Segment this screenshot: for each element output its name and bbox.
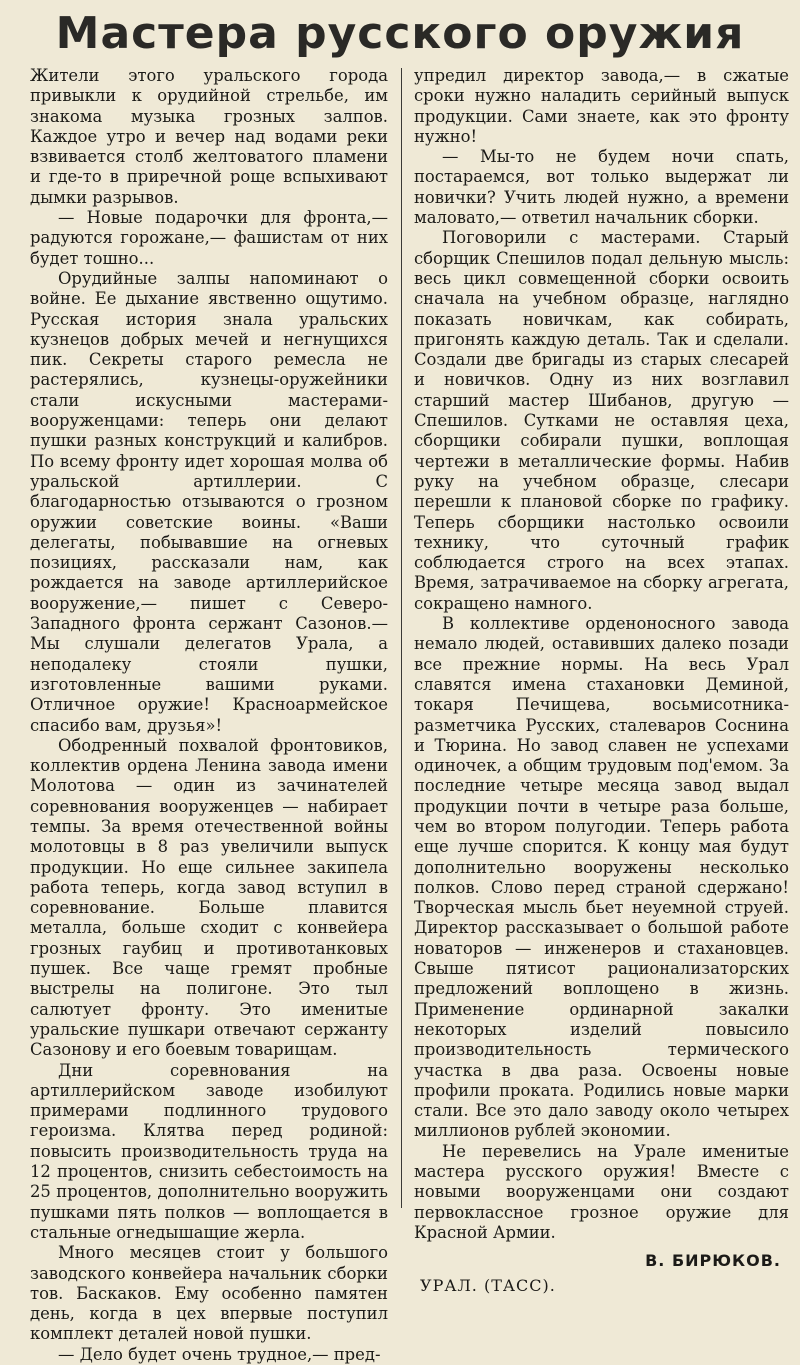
dateline: УРАЛ. (ТАСС).: [420, 1275, 556, 1295]
author-signature: В. БИРЮКОВ.: [645, 1251, 781, 1271]
paragraph: Не перевелись на Урале именитые мастера русского оружия! Вместе с новыми вооруженцами они создают первоклассное грозное оружие для Красной Армии.: [414, 1141, 789, 1242]
article-title: Мастера русского оружия: [55, 8, 745, 59]
paragraph: — Дело будет очень трудное,— пред-: [58, 1344, 381, 1364]
paragraph: Поговорили с мастерами. Старый сборщик Спешилов подал дельную мысль: весь цикл совмещенной сборки освоить сначала на учебном образце, наглядно показать новичкам, как собирать, пригонять каждую деталь. Так и сделали. Создали две бригады из старых слесарей и новичков. Одну из них возглавил старший мастер Шибанов, другую — Спешилов. Сутками не оставляя цеха, сборщики собирали пушки, воплощая чертежи в металлические формы. Набив руку на учебном образце, слесари перешли к плановой сборке по графику. Теперь сборщики настолько освоили технику, что суточный график соблюдается строго на всех этапах. Время, затрачиваемое на сборку агрегата, сокращено намного.: [414, 228, 789, 613]
paragraph: — Новые подарочки для фронта,— радуются горожане,— фашистам от них будет тошно...: [30, 208, 388, 268]
paragraph: — Мы-то не будем ночи спать, постараемся, вот только выдержат ли новички? Учить людей нужно, а времени маловато,— ответил начальник сборки.: [414, 147, 789, 228]
paragraph: Ободренный похвалой фронтовиков, коллектив ордена Ленина завода имени Молотова — один из зачинателей соревнования вооруженцев — набирает темпы. За время отечественной войны молотовцы в 8 раз увеличили выпуск продукции. Но еще сильнее закипела работа теперь, когда завод вступил в соревнование. Больше плавится металла, больше сходит с конвейера грозных гаубиц и противотанковых пушек. Все чаще гремят пробные выстрелы на полигоне. Это тыл салютует фронту. Это именитые уральские пушкари отвечают сержанту Сазонову и его боевым товарищам.: [30, 735, 388, 1060]
column-divider: [401, 68, 402, 1208]
right-column: [414, 66, 789, 1295]
paragraph: Дни соревнования на артиллерийском заводе изобилуют примерами подлинного трудового героизма. Клятва перед родиной: повысить производительность труда на 12 процентов, снизить себестоимость на 25 процентов, дополнительно вооружить пушками пять полков — воплощается в стальные огнедышащие жерла.: [30, 1060, 388, 1242]
paragraph: упредил директор завода,— в сжатые сроки нужно наладить серийный выпуск продукции. Сами знаете, как это фронту нужно!: [414, 66, 789, 146]
left-column: [30, 66, 388, 1364]
paragraph: Орудийные залпы напоминают о войне. Ее дыхание явственно ощутимо. Русская история знала уральских кузнецов добрых мечей и негнущихся пик. Секреты старого ремесла не растерялись, кузнецы-оружейники стали искусными мастерами-вооруженцами: теперь они делают пушки разных конструкций и калибров. По всему фронту идет хорошая молва об уральской артиллерии. С благодарностью отзываются о грозном оружии советские воины. «Ваши делегаты, побывавшие на огневых позициях, рассказали нам, как рождается на заводе артиллерийское вооружение,— пишет с Северо-Западного фронта сержант Сазонов.— Мы слушали делегатов Урала, а неподалеку стояли пушки, изготовленные вашими руками. Отличное оружие! Красноармейское спасибо вам, друзья»!: [30, 268, 388, 735]
paragraph: В коллективе орденоносного завода немало людей, оставивших далеко позади все прежние нормы. На весь Урал славятся имена стахановки Деминой, токаря Печищева, восьмисотника-разметчика Русских, сталеваров Соснина и Тюрина. Но завод славен не успехами одиночек, а общим трудовым под'емом. За последние четыре месяца завод выдал продукции почти в четыре раза больше, чем во втором полугодии. Теперь работа еще лучше спорится. К концу мая будут дополнительно вооружены несколько полков. Слово перед страной сдержано! Творческая мысль бьет неуемной струей. Директор рассказывает о большой работе новаторов — инженеров и стахановцев. Свыше пятисот рационализаторских предложений воплощено в жизнь. Применение ординарной закалки некоторых изделий повысило производительность термического участка в два раза. Освоены новые профили проката. Родились новые марки стали. Все это дало заводу около четырех миллионов рублей экономии.: [414, 614, 789, 1141]
paragraph: Много месяцев стоит у большого заводского конвейера начальник сборки тов. Баскаков. Ему особенно памятен день, когда в цех впервые поступил комплект деталей новой пушки.: [30, 1243, 388, 1344]
paragraph: Жители этого уральского города привыкли к орудийной стрельбе, им знакома музыка грозных залпов. Каждое утро и вечер над водами реки взвивается столб желтоватого пламени и где-то в приречной роще вспыхивают дымки разрывов.: [30, 66, 388, 207]
article-body: [0, 66, 800, 1364]
